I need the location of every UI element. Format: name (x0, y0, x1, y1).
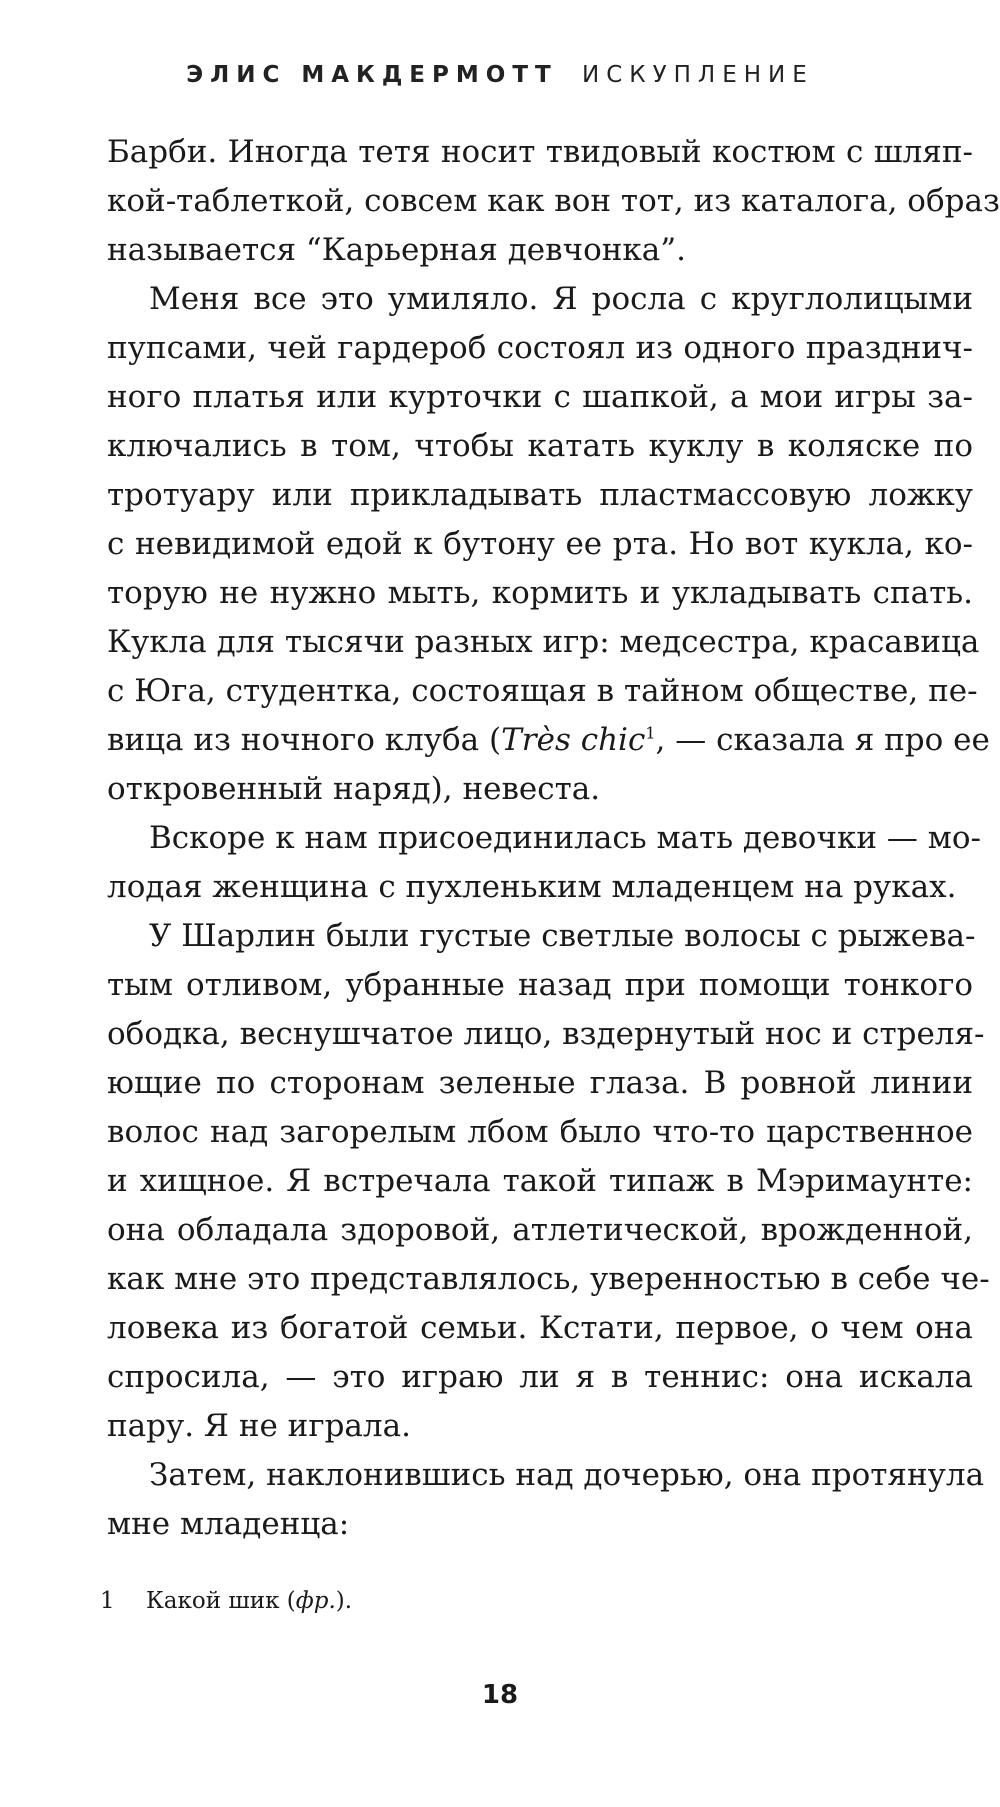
text-line: торую не нужно мыть, кормить и укладывать спать. (107, 575, 973, 611)
text-line: волос над загорелым лбом было что-то царственное (107, 1114, 973, 1150)
footnote-number: 1 (100, 1588, 115, 1614)
text-line: ободка, веснушчатое лицо, вздернутый нос и стреля- (107, 1016, 985, 1052)
italic-phrase: Très chic (501, 722, 646, 758)
text-line: лодая женщина с пухленьким младенцем на руках. (107, 869, 957, 905)
header-title: ИСКУПЛЕНИЕ (582, 62, 814, 88)
body-text (107, 128, 1000, 1549)
text-line: как мне это представлялось, уверенностью в себе че- (107, 1261, 990, 1297)
text-line: ющие по сторонам зеленые глаза. В ровной линии (107, 1065, 973, 1101)
running-header (0, 62, 1000, 88)
text-line: кой-таблеткой, совсем как вон тот, из каталога, образ (107, 183, 1000, 219)
text-line: пупсами, чей гардероб состоял из одного празднич- (107, 330, 973, 366)
text-line: ключались в том, чтобы катать куклу в коляске по (107, 428, 973, 464)
footnote-text-italic: фр. (295, 1588, 336, 1614)
text-line: Меня все это умиляло. Я росла с круглолицыми (149, 281, 973, 317)
text-line: пару. Я не играла. (107, 1408, 411, 1444)
text-line: Кукла для тысячи разных игр: медсестра, красавица (107, 624, 980, 660)
footnote-text-before: Какой шик ( (146, 1588, 296, 1614)
text-line: она обладала здоровой, атлетической, врожденной, (107, 1212, 973, 1248)
footnote (100, 1588, 352, 1614)
text-line: называется “Карьерная девчонка”. (107, 232, 686, 268)
text-line (107, 716, 990, 765)
text-line: ловека из богатой семьи. Кстати, первое, о чем она (107, 1310, 973, 1346)
text-line: тым отливом, убранные назад при помощи тонкого (107, 967, 973, 1003)
footnote-text-after: ). (335, 1588, 353, 1614)
text-line: У Шарлин были густые светлые волосы с рыжева- (149, 918, 976, 954)
text-line: откровенный наряд), невеста. (107, 771, 601, 807)
text-line: с невидимой едой к бутону ее рта. Но вот кукла, ко- (107, 526, 973, 562)
page-number: 18 (481, 1680, 519, 1710)
header-author: ЭЛИС МАКДЕРМОТТ (186, 62, 558, 88)
text-segment: вица из ночного клуба ( (107, 722, 502, 758)
text-line: ного платья или курточки с шапкой, а мои игры за- (107, 379, 973, 415)
text-line: Барби. Иногда тетя носит твидовый костюм с шляп- (107, 134, 973, 170)
text-line: Вскоре к нам присоединилась мать девочки — мо- (149, 820, 981, 856)
text-line: и хищное. Я встречала такой типаж в Мэримаунте: (107, 1163, 973, 1199)
text-segment: , — сказала я про ее (655, 722, 990, 758)
text-line: спросила, — это играю ли я в теннис: она искала (107, 1359, 973, 1395)
text-line: Затем, наклонившись над дочерью, она протянула (149, 1457, 985, 1493)
text-line: тротуару или прикладывать пластмассовую ложку (107, 477, 973, 513)
text-line: мне младенца: (107, 1506, 350, 1542)
text-line: с Юга, студентка, состоящая в тайном обществе, пе- (107, 673, 978, 709)
footnote-marker: 1 (645, 723, 656, 743)
